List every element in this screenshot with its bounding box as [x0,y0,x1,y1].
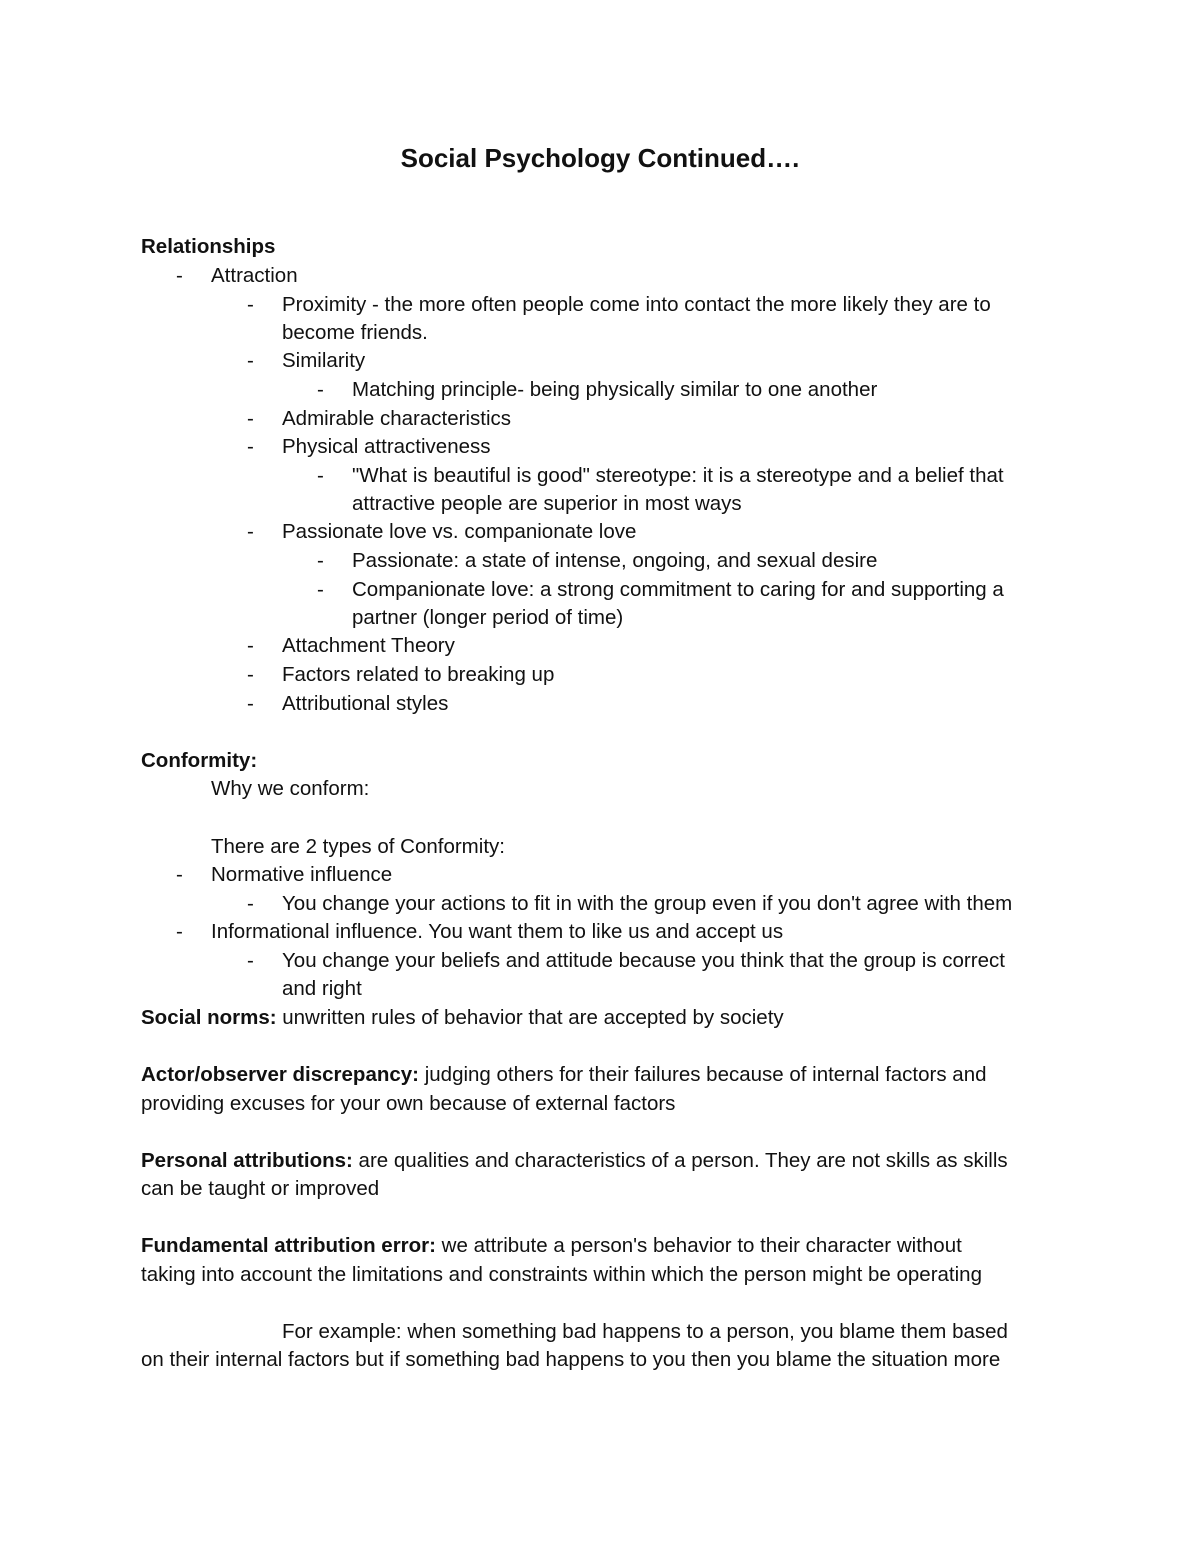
fundamental-error-term: Fundamental attribution error: [141,1234,436,1257]
actor-observer-term: Actor/observer discrepancy: [141,1063,420,1086]
example-paragraph-cont: on their internal factors but if something bad happens to you then you blame the situation more [141,1348,1001,1371]
passionate-vs-item: Passionate love vs. companionate love [282,520,637,543]
social-norms-paragraph [141,1004,784,1032]
companionate-item: Companionate love: a strong commitment to caring for and supporting a [352,578,1004,601]
proximity-item-cont: become friends. [282,321,428,344]
actor-observer-paragraph [141,1061,987,1089]
actor-observer-def: judging others for their failures because of internal factors and [419,1063,987,1086]
bullet-dash: - [317,378,324,401]
informational-desc: You change your beliefs and attitude because you think that the group is correct [282,949,1005,972]
relationships-heading: Relationships [141,235,276,258]
beautiful-item: "What is beautiful is good" stereotype: it is a stereotype and a belief that [352,464,1004,487]
bullet-dash: - [247,892,254,915]
bullet-dash: - [247,663,254,686]
normative-desc: You change your actions to fit in with the group even if you don't agree with them [282,892,1013,915]
bullet-dash: - [247,692,254,715]
bullet-dash: - [247,634,254,657]
bullet-dash: - [247,435,254,458]
bullet-dash: - [247,949,254,972]
conformity-types-text: There are 2 types of Conformity: [211,835,505,858]
bullet-dash: - [247,520,254,543]
similarity-item: Similarity [282,349,366,372]
fundamental-error-def: we attribute a person's behavior to their character without [435,1234,962,1257]
fundamental-error-paragraph [141,1232,962,1260]
breaking-up-item: Factors related to breaking up [282,663,555,686]
actor-observer-def-cont: providing excuses for your own because of external factors [141,1092,676,1115]
attachment-item: Attachment Theory [282,634,455,657]
personal-attributions-term: Personal attributions: [141,1149,353,1172]
personal-attributions-def: are qualities and characteristics of a person. They are not skills as skills [352,1149,1008,1172]
beautiful-item-cont: attractive people are superior in most ways [352,492,742,515]
social-norms-def: unwritten rules of behavior that are accepted by society [276,1006,784,1029]
bullet-dash: - [317,464,324,487]
companionate-item-cont: partner (longer period of time) [352,606,624,629]
bullet-dash: - [176,863,183,886]
document-title: Social Psychology Continued…. [400,143,800,173]
bullet-dash: - [247,349,254,372]
informational-desc-cont: and right [282,977,362,1000]
bullet-dash: - [176,264,183,287]
passionate-item: Passionate: a state of intense, ongoing, and sexual desire [352,549,878,572]
bullet-dash: - [247,293,254,316]
admirable-item: Admirable characteristics [282,407,511,430]
attributional-item: Attributional styles [282,692,449,715]
social-norms-term: Social norms: [141,1006,277,1029]
attraction-item: Attraction [211,264,298,287]
bullet-dash: - [317,578,324,601]
bullet-dash: - [176,920,183,943]
physical-item: Physical attractiveness [282,435,491,458]
example-paragraph: For example: when something bad happens to a person, you blame them based [282,1320,1008,1343]
fundamental-error-def-cont: taking into account the limitations and constraints within which the person might be operating [141,1263,982,1286]
matching-item: Matching principle- being physically similar to one another [352,378,878,401]
conformity-heading: Conformity: [141,749,258,772]
informational-item: Informational influence. You want them to like us and accept us [211,920,784,943]
why-conform-text: Why we conform: [211,777,370,800]
bullet-dash: - [317,549,324,572]
bullet-dash: - [247,407,254,430]
personal-attributions-paragraph [141,1147,1008,1175]
proximity-item: Proximity - the more often people come into contact the more likely they are to [282,293,991,316]
personal-attributions-def-cont: can be taught or improved [141,1177,380,1200]
normative-item: Normative influence [211,863,393,886]
